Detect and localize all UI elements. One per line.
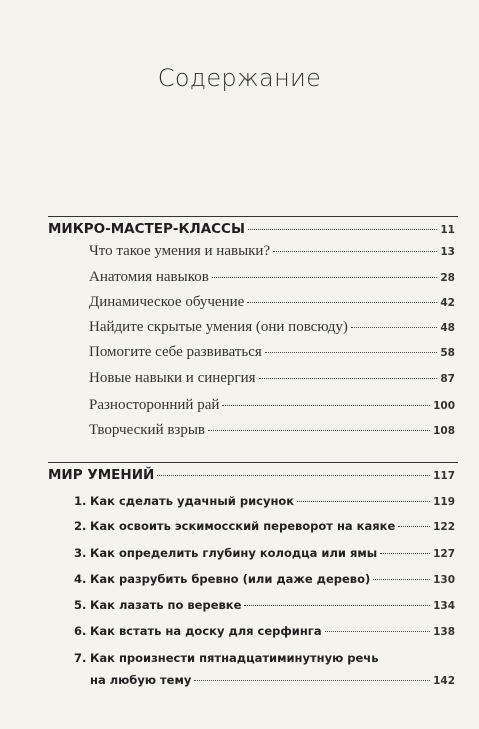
toc-page-number: 58: [440, 347, 455, 359]
toc-entry-label: Творческий взрыв: [89, 422, 206, 438]
entry-title-continuation: на любую тему: [90, 673, 192, 687]
toc-entry-label: Анатомия навыков: [89, 269, 209, 285]
dot-leader: [244, 605, 430, 606]
toc-page-number: 130: [433, 574, 455, 586]
toc-section-label: МИКРО-МАСТЕР-КЛАССЫ: [48, 221, 245, 237]
dot-leader: [157, 475, 430, 476]
toc-entry[interactable]: [89, 243, 455, 260]
toc-entry[interactable]: [89, 269, 455, 286]
entry-title: Как освоить эскимосский переворот на каяке: [90, 519, 396, 533]
toc-section-label: МИР УМЕНИЙ: [48, 467, 155, 483]
toc-entry-label: [74, 598, 241, 612]
dot-leader: [212, 277, 438, 278]
dot-leader: [325, 631, 431, 632]
entry-number: 5.: [74, 598, 87, 612]
dot-leader: [265, 352, 438, 353]
page-title: Содержание: [157, 64, 322, 92]
entry-title: Как произнести пятнадцатиминутную речь: [90, 651, 379, 665]
entry-title: Как сделать удачный рисунок: [90, 494, 295, 508]
toc-entry[interactable]: [89, 422, 455, 439]
toc-entry[interactable]: [89, 319, 455, 336]
toc-entry[interactable]: [89, 294, 455, 311]
toc-entry-label: Новые навыки и синергия: [89, 370, 256, 386]
toc-entry-label: [74, 546, 377, 560]
entry-number: 1.: [74, 494, 87, 508]
dot-leader: [373, 579, 430, 580]
toc-skill-entry[interactable]: [74, 624, 455, 638]
toc-page-number: 108: [433, 425, 455, 437]
toc-entry[interactable]: [89, 397, 455, 414]
dot-leader: [194, 680, 430, 681]
toc-entry-label: [74, 624, 322, 638]
entry-number: 2.: [74, 519, 87, 533]
entry-title: Как встать на доску для серфинга: [90, 624, 322, 638]
dot-leader: [380, 553, 430, 554]
toc-page-number: 122: [433, 521, 455, 533]
dot-leader: [297, 501, 430, 502]
dot-leader: [259, 378, 438, 379]
toc-page-number: 127: [433, 548, 455, 560]
toc-entry-label: Разносторонний рай: [89, 397, 220, 413]
entry-number: 7.: [74, 651, 87, 665]
toc-entry-label: [74, 572, 370, 586]
dot-leader: [273, 251, 437, 252]
toc-page-number: 48: [440, 322, 455, 334]
toc-page-number: 87: [440, 373, 455, 385]
entry-title: Как определить глубину колодца или ямы: [90, 546, 378, 560]
toc-page-number: 119: [433, 496, 455, 508]
dot-leader: [208, 430, 430, 431]
toc-skill-entry[interactable]: [74, 572, 455, 586]
toc-skill-entry[interactable]: [74, 598, 455, 612]
toc-page-number: 134: [433, 600, 455, 612]
dot-leader: [351, 327, 437, 328]
toc-page-number: 42: [440, 297, 455, 309]
entry-title: Как разрубить бревно (или даже дерево): [90, 572, 371, 586]
toc-page-number: 28: [440, 272, 455, 284]
toc-skill-entry[interactable]: [90, 673, 455, 687]
toc-entry-label: [74, 519, 395, 533]
dot-leader: [222, 405, 430, 406]
toc-entry-label: Что такое умения и навыки?: [89, 243, 271, 259]
entry-number: 3.: [74, 546, 87, 560]
toc-page-number: 100: [433, 400, 455, 412]
toc-entry-label: [74, 494, 294, 508]
section-divider: [48, 216, 458, 217]
toc-skill-entry[interactable]: [74, 519, 455, 533]
toc-entry-label: Найдите скрытые умения (они повсюду): [89, 319, 348, 335]
section-divider: [48, 462, 458, 463]
entry-number: 4.: [74, 572, 87, 586]
toc-page-number: 142: [433, 675, 455, 687]
toc-entry[interactable]: [89, 370, 455, 387]
toc-page-number: 138: [433, 626, 455, 638]
toc-page-number: 117: [433, 470, 455, 482]
dot-leader: [398, 526, 430, 527]
entry-title: Как лазать по веревке: [90, 598, 242, 612]
entry-number: 6.: [74, 624, 87, 638]
toc-section-micro-master-classes[interactable]: [48, 221, 455, 237]
toc-section-world-of-skills[interactable]: [48, 467, 455, 483]
toc-page-number: 13: [440, 246, 455, 258]
toc-skill-entry[interactable]: [74, 546, 455, 560]
toc-entry-label: Динамическое обучение: [89, 294, 245, 310]
dot-leader: [247, 302, 437, 303]
dot-leader: [248, 229, 437, 230]
toc-entry-label: Помогите себе развиваться: [89, 344, 262, 360]
toc-page-number: 11: [440, 224, 455, 236]
toc-skill-entry[interactable]: [74, 494, 455, 508]
toc-entry[interactable]: [89, 344, 455, 361]
toc-skill-entry-first-line[interactable]: [74, 651, 378, 665]
